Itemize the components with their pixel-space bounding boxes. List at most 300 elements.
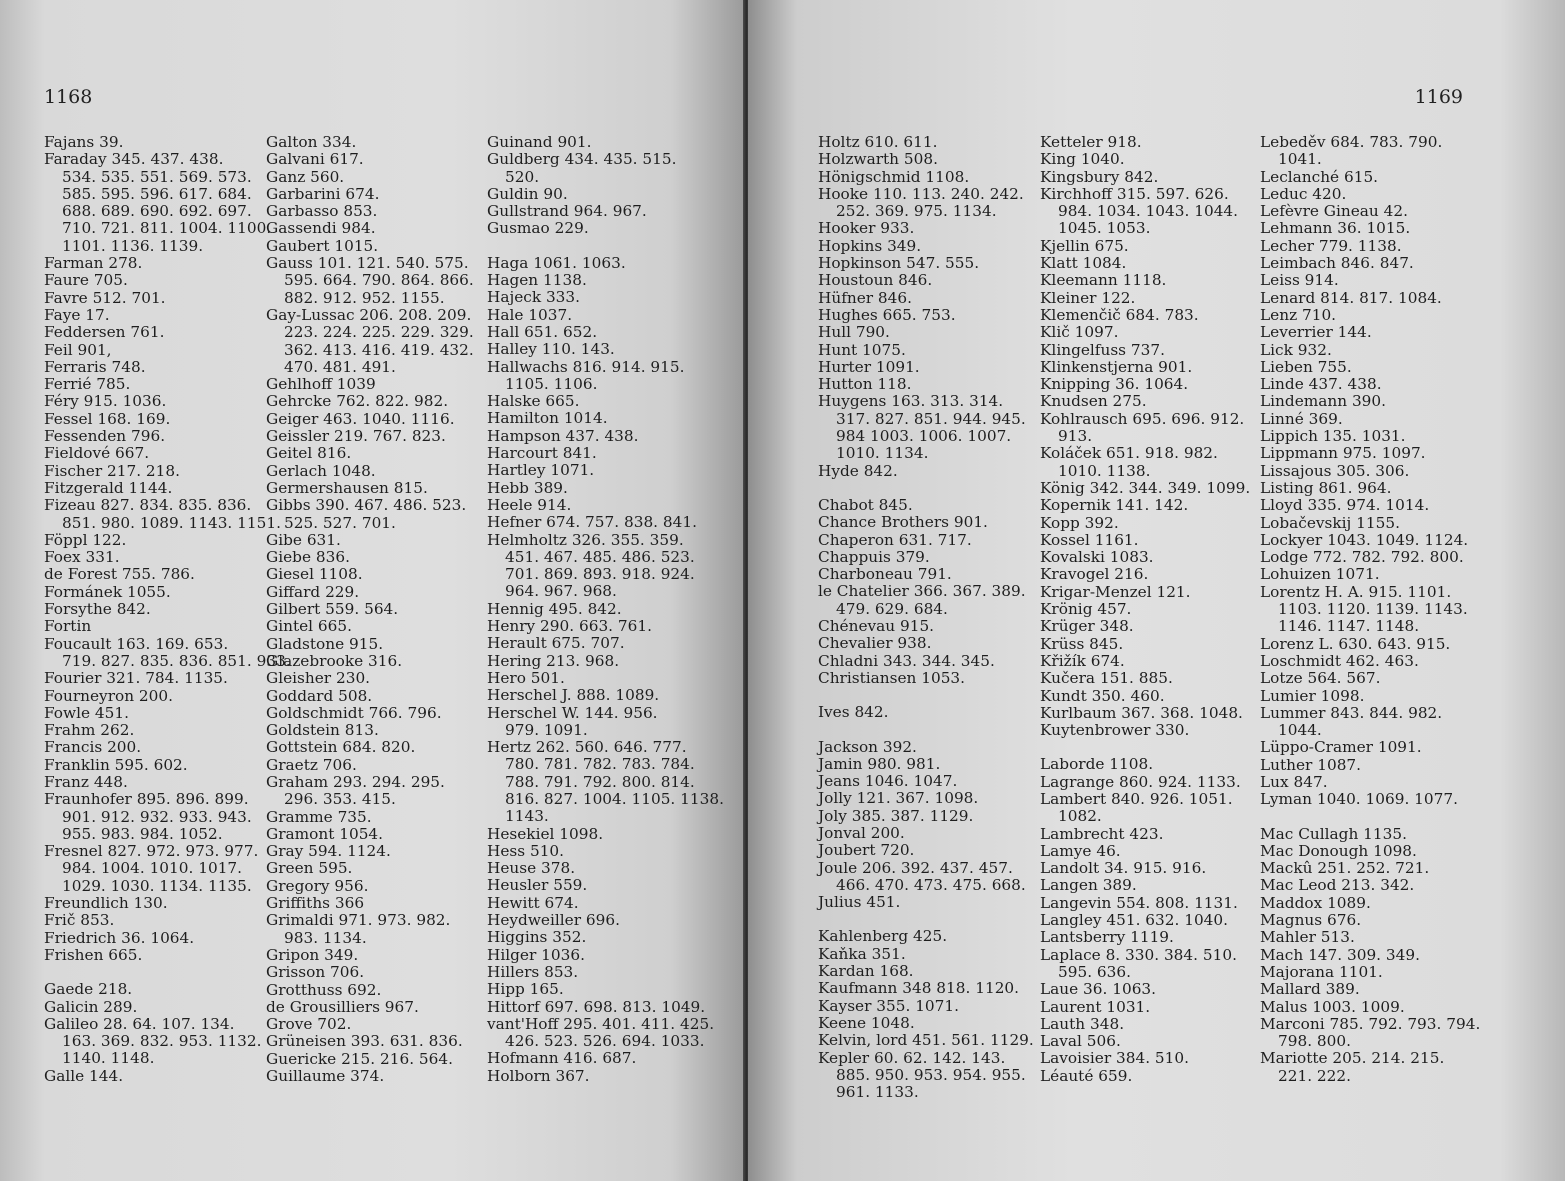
index-entry-continuation: 1010. 1138.	[1058, 461, 1151, 480]
index-entry: Huygens 163. 313. 314.	[818, 392, 1004, 411]
index-entry: Ives 842.	[818, 703, 889, 722]
index-entry: Kleemann 1118.	[1040, 271, 1167, 290]
index-entry: Lieben 755.	[1260, 357, 1352, 376]
index-entry: Krüss 845.	[1040, 634, 1124, 653]
index-entry: Hull 790.	[818, 323, 890, 342]
index-entry: Mackû 251. 252. 721.	[1260, 859, 1430, 878]
index-entry: de Grousilliers 967.	[266, 997, 419, 1016]
index-entry: Linné 369.	[1260, 409, 1343, 428]
index-entry: Chaperon 631. 717.	[818, 530, 972, 549]
index-entry-continuation: 964. 967. 968.	[505, 582, 617, 601]
index-entry: Friedrich 36. 1064.	[44, 928, 195, 947]
index-entry: Hittorf 697. 698. 813. 1049.	[487, 997, 706, 1016]
index-entry: Gladstone 915.	[266, 634, 384, 653]
right-page-number: 1169	[1414, 86, 1463, 108]
index-entry: Leiss 914.	[1260, 271, 1339, 290]
index-entry: Gullstrand 964. 967.	[487, 202, 647, 221]
index-entry: Kuytenbrower 330.	[1040, 721, 1190, 740]
index-entry-continuation: 296. 353. 415.	[284, 790, 396, 809]
index-entry: Germershausen 815.	[266, 478, 428, 497]
index-entry: Maddox 1089.	[1260, 893, 1371, 912]
index-entry-continuation: 1140. 1148.	[62, 1049, 155, 1068]
index-entry: Helmholtz 326. 355. 359.	[487, 530, 684, 549]
index-entry: Kossel 1161.	[1040, 530, 1139, 549]
index-entry: Ferrié 785.	[44, 375, 131, 394]
index-entry: Feil 901,	[44, 340, 112, 359]
index-entry: Hyde 842.	[818, 461, 898, 480]
index-entry: Holborn 367.	[487, 1066, 590, 1085]
index-entry-continuation: 979. 1091.	[505, 720, 588, 739]
index-entry: Gripon 349.	[266, 945, 359, 964]
index-entry: Lenz 710.	[1260, 305, 1337, 324]
index-entry: Joule 206. 392. 437. 457.	[818, 858, 1013, 877]
index-entry: Kopp 392.	[1040, 513, 1119, 532]
left-page-number: 1168	[44, 86, 93, 108]
index-entry: Marconi 785. 792. 793. 794.	[1260, 1014, 1481, 1033]
index-entry: Klič 1097.	[1040, 323, 1119, 342]
index-entry: Lodge 772. 782. 792. 800.	[1260, 548, 1464, 567]
index-entry: Kingsbury 842.	[1040, 167, 1159, 186]
index-entry: Hartley 1071.	[487, 461, 595, 480]
index-entry: Linde 437. 438.	[1260, 375, 1382, 394]
index-entry: Joly 385. 387. 1129.	[818, 806, 974, 825]
index-entry: Hampson 437. 438.	[487, 426, 639, 445]
index-entry: Lloyd 335. 974. 1014.	[1260, 496, 1430, 515]
index-entry: Gottstein 684. 820.	[266, 738, 416, 757]
index-entry: le Chatelier 366. 367. 389.	[818, 582, 1026, 601]
index-entry: Gramont 1054.	[266, 824, 384, 843]
index-entry: Hüfner 846.	[818, 288, 912, 307]
index-entry: Chappuis 379.	[818, 547, 930, 566]
index-entry: Laborde 1108.	[1040, 755, 1154, 774]
index-entry-continuation: 1045. 1053.	[1058, 219, 1151, 238]
index-entry-continuation: 816. 827. 1004. 1105. 1138.	[505, 789, 724, 808]
index-entry: Kahlenberg 425.	[818, 927, 948, 946]
index-entry: Lyman 1040. 1069. 1077.	[1260, 790, 1458, 809]
index-entry: Mahler 513.	[1260, 928, 1355, 947]
index-entry-continuation: 595. 636.	[1058, 962, 1131, 981]
index-entry: Chénevau 915.	[818, 617, 935, 636]
index-entry: Lotze 564. 567.	[1260, 669, 1381, 688]
index-entry: Křižík 674.	[1040, 651, 1125, 670]
index-entry: Heydweiller 696.	[487, 911, 620, 930]
index-entry-continuation: 851. 980. 1089. 1143. 1151.	[62, 513, 281, 532]
index-entry-continuation: 585. 595. 596. 617. 684.	[62, 184, 252, 203]
index-entry: Goldschmidt 766. 796.	[266, 703, 442, 722]
index-entry: Lambrecht 423.	[1040, 824, 1164, 843]
index-entry: Kirchhoff 315. 597. 626.	[1040, 184, 1229, 203]
index-entry: Krigar-Menzel 121.	[1040, 582, 1191, 601]
index-entry: Herault 675. 707.	[487, 634, 625, 653]
index-entry: Gay-Lussac 206. 208. 209.	[266, 305, 472, 324]
index-entry-continuation: 1146. 1147. 1148.	[1278, 617, 1420, 636]
index-entry-continuation: 1044.	[1278, 721, 1322, 740]
index-entry: Hero 501.	[487, 668, 565, 687]
index-entry: Lohuizen 1071.	[1260, 565, 1380, 584]
index-entry: Listing 861. 964.	[1260, 478, 1392, 497]
index-entry: Leclanché 615.	[1260, 167, 1379, 186]
index-entry: Charboneau 791.	[818, 565, 952, 584]
index-entry: Hilger 1036.	[487, 945, 585, 964]
index-entry: Leimbach 846. 847.	[1260, 254, 1414, 273]
index-entry: Heuse 378.	[487, 859, 576, 878]
index-entry: Lüppo-Cramer 1091.	[1260, 738, 1422, 757]
index-entry: Holzwarth 508.	[818, 150, 938, 169]
index-entry: Jeans 1046. 1047.	[818, 772, 958, 791]
section-gap	[44, 964, 291, 981]
index-entry: Hofmann 416. 687.	[487, 1049, 637, 1068]
index-entry-continuation: 1105. 1106.	[505, 374, 598, 393]
index-entry: Guldin 90.	[487, 184, 568, 203]
index-entry-continuation: 983. 1134.	[284, 928, 367, 947]
index-entry: Kučera 151. 885.	[1040, 669, 1173, 688]
index-entry: Jolly 121. 367. 1098.	[818, 789, 979, 808]
index-entry: Malus 1003. 1009.	[1260, 997, 1405, 1016]
index-entry-continuation: 1082.	[1058, 807, 1102, 826]
index-entry: Jackson 392.	[818, 737, 917, 756]
index-entry: Langley 451. 632. 1040.	[1040, 911, 1229, 930]
index-entry: Feddersen 761.	[44, 323, 165, 342]
index-entry-continuation: 1103. 1120. 1139. 1143.	[1278, 600, 1468, 619]
index-entry: Mac Cullagh 1135.	[1260, 824, 1407, 843]
index-column	[44, 134, 291, 1085]
index-entry: Lumier 1098.	[1260, 686, 1365, 705]
index-entry: Klatt 1084.	[1040, 254, 1127, 273]
index-entry: Giffard 229.	[266, 582, 360, 601]
index-entry: Léauté 659.	[1040, 1066, 1133, 1085]
index-entry: Landolt 34. 915. 916.	[1040, 859, 1207, 878]
index-entry-continuation: 780. 781. 782. 783. 784.	[505, 755, 695, 774]
index-entry: Frič 853.	[44, 911, 115, 930]
index-entry: Hall 651. 652.	[487, 322, 598, 341]
index-entry: Kardan 168.	[818, 962, 914, 981]
index-entry: Laval 506.	[1040, 1032, 1121, 1051]
index-entry: Herschel W. 144. 956.	[487, 703, 658, 722]
index-entry: Fessenden 796.	[44, 427, 166, 446]
index-entry: Guericke 215. 216. 564.	[266, 1049, 453, 1068]
index-entry: Haga 1061. 1063.	[487, 253, 626, 272]
index-entry-continuation: 885. 950. 953. 954. 955.	[836, 1065, 1026, 1084]
index-column	[487, 134, 724, 1085]
index-entry: Hess 510.	[487, 841, 565, 860]
section-gap	[818, 687, 1034, 704]
index-entry: Gleisher 230.	[266, 669, 371, 688]
index-entry: King 1040.	[1040, 150, 1125, 169]
index-entry-continuation: 426. 523. 526. 694. 1033.	[505, 1032, 705, 1051]
section-gap	[487, 238, 724, 255]
index-entry: Galileo 28. 64. 107. 134.	[44, 1014, 235, 1033]
index-entry-continuation: 788. 791. 792. 800. 814.	[505, 772, 695, 791]
index-entry: Galvani 617.	[266, 150, 364, 169]
index-entry: Glazebrooke 316.	[266, 651, 403, 670]
index-entry: Hamilton 1014.	[487, 409, 608, 428]
index-entry: Loschmidt 462. 463.	[1260, 651, 1419, 670]
index-entry: Fitzgerald 1144.	[44, 478, 173, 497]
index-entry: Faraday 345. 437. 438.	[44, 150, 224, 169]
index-entry: Kopernik 141. 142.	[1040, 496, 1189, 515]
index-entry: Gilbert 559. 564.	[266, 600, 399, 619]
index-entry-continuation: 252. 369. 975. 1134.	[836, 202, 997, 221]
index-entry: Hajeck 333.	[487, 288, 581, 307]
index-entry: Kleiner 122.	[1040, 288, 1136, 307]
index-entry: Fresnel 827. 972. 973. 977.	[44, 842, 259, 861]
right-page	[748, 0, 1565, 1181]
index-entry: Leduc 420.	[1260, 184, 1347, 203]
index-entry: Heusler 559.	[487, 876, 588, 895]
index-entry: Kelvin, lord 451. 561. 1129.	[818, 1031, 1034, 1050]
index-entry: Garbasso 853.	[266, 202, 378, 221]
index-entry: Heele 914.	[487, 495, 572, 514]
index-entry: Gauss 101. 121. 540. 575.	[266, 254, 469, 273]
index-entry: Koláček 651. 918. 982.	[1040, 444, 1218, 463]
index-entry: Gray 594. 1124.	[266, 842, 391, 861]
index-entry: Krönig 457.	[1040, 600, 1132, 619]
index-entry-continuation: 882. 912. 952. 1155.	[284, 288, 445, 307]
index-entry: Houstoun 846.	[818, 271, 933, 290]
index-entry: Lobačevskij 1155.	[1260, 513, 1400, 532]
index-entry: Guillaume 374.	[266, 1067, 385, 1086]
index-entry: Mariotte 205. 214. 215.	[1260, 1049, 1445, 1068]
index-entry: Lauth 348.	[1040, 1014, 1125, 1033]
index-entry: Fessel 168. 169.	[44, 409, 171, 428]
index-entry: Hopkins 349.	[818, 236, 922, 255]
index-entry: Gerlach 1048.	[266, 461, 376, 480]
index-entry: Fischer 217. 218.	[44, 461, 180, 480]
index-entry: Magnus 676.	[1260, 911, 1362, 930]
index-entry: Kovalski 1083.	[1040, 548, 1154, 567]
index-entry-continuation: 221. 222.	[1278, 1066, 1351, 1085]
index-entry: Luther 1087.	[1260, 755, 1362, 774]
index-entry: Fizeau 827. 834. 835. 836.	[44, 496, 252, 515]
index-entry: Mac Donough 1098.	[1260, 841, 1417, 860]
index-entry-continuation: 163. 369. 832. 953. 1132.	[62, 1032, 262, 1051]
index-entry: Leverrier 144.	[1260, 323, 1372, 342]
index-entry: Hopkinson 547. 555.	[818, 254, 980, 273]
index-entry: Hipp 165.	[487, 980, 564, 999]
index-entry: Faure 705.	[44, 271, 128, 290]
index-entry: Kaufmann 348 818. 1120.	[818, 979, 1020, 998]
index-entry: Gaubert 1015.	[266, 236, 379, 255]
index-entry: Gusmao 229.	[487, 219, 589, 238]
index-entry: Halske 665.	[487, 392, 580, 411]
index-entry-continuation: 520.	[505, 167, 540, 186]
index-entry: Fourneyron 200.	[44, 686, 173, 705]
index-entry: Frahm 262.	[44, 721, 135, 740]
index-entry: Gehlhoff 1039	[266, 375, 376, 394]
index-entry: Lecher 779. 1138.	[1260, 236, 1402, 255]
index-entry: Giesel 1108.	[266, 565, 363, 584]
index-entry: Foex 331.	[44, 548, 120, 567]
index-entry: Laplace 8. 330. 384. 510.	[1040, 945, 1237, 964]
index-entry: Chance Brothers 901.	[818, 513, 988, 532]
index-entry: Faye 17.	[44, 305, 110, 324]
index-entry-continuation: 798. 800.	[1278, 1032, 1351, 1051]
index-entry: Henry 290. 663. 761.	[487, 617, 652, 636]
index-entry-continuation: 984 1003. 1006. 1007.	[836, 427, 1012, 446]
index-entry: Gibe 631.	[266, 530, 341, 549]
index-entry: Jonval 200.	[818, 823, 905, 842]
index-column	[1260, 134, 1480, 1085]
index-entry: Farman 278.	[44, 254, 143, 273]
index-entry: Langevin 554. 808. 1131.	[1040, 893, 1238, 912]
index-column	[1040, 134, 1250, 1085]
index-entry-continuation: 595. 664. 790. 864. 866.	[284, 271, 474, 290]
index-entry: Fourier 321. 784. 1135.	[44, 669, 228, 688]
index-entry: Favre 512. 701.	[44, 288, 166, 307]
index-entry-continuation: 1143.	[505, 807, 549, 826]
index-entry: Graham 293. 294. 295.	[266, 772, 445, 791]
index-entry: Féry 915. 1036.	[44, 392, 167, 411]
index-entry: Geissler 219. 767. 823.	[266, 427, 446, 446]
index-entry: Hönigschmid 1108.	[818, 167, 970, 186]
index-entry: Fowle 451.	[44, 703, 129, 722]
index-entry-continuation: 913.	[1058, 427, 1093, 446]
index-entry: Grimaldi 971. 973. 982.	[266, 911, 451, 930]
index-entry: Keene 1048.	[818, 1013, 915, 1032]
index-entry: Klemenčič 684. 783.	[1040, 305, 1199, 324]
index-entry: Kaňka 351.	[818, 944, 906, 963]
index-entry: Gassendi 984.	[266, 219, 376, 238]
index-entry: Fieldové 667.	[44, 444, 150, 463]
index-entry: Fraunhofer 895. 896. 899.	[44, 790, 249, 809]
index-entry-continuation: 984. 1034. 1043. 1044.	[1058, 202, 1239, 221]
index-entry: vant'Hoff 295. 401. 411. 425.	[487, 1014, 715, 1033]
index-entry-continuation: 479. 629. 684.	[836, 599, 948, 618]
index-entry: Hunt 1075.	[818, 340, 906, 359]
index-entry: Gramme 735.	[266, 807, 372, 826]
index-entry-continuation: 223. 224. 225. 229. 329.	[284, 323, 474, 342]
index-entry: Lambert 840. 926. 1051.	[1040, 789, 1233, 808]
index-entry: Herschel J. 888. 1089.	[487, 686, 660, 705]
index-entry: Lippich 135. 1031.	[1260, 427, 1406, 446]
index-entry: Forsythe 842.	[44, 600, 151, 619]
index-entry: Frishen 665.	[44, 945, 143, 964]
index-entry: Halley 110. 143.	[487, 340, 615, 359]
index-entry: Galton 334.	[266, 133, 357, 151]
index-entry: Galle 144.	[44, 1066, 124, 1085]
index-entry: Kundt 350. 460.	[1040, 686, 1165, 705]
index-entry: Mallard 389.	[1260, 980, 1360, 999]
index-entry: Hewitt 674.	[487, 893, 579, 912]
index-entry: Gaede 218.	[44, 980, 133, 999]
index-entry: Lissajous 305. 306.	[1260, 461, 1410, 480]
index-entry: Hebb 389.	[487, 478, 568, 497]
index-entry: Grove 702.	[266, 1015, 352, 1034]
index-entry-continuation: 901. 912. 932. 933. 943.	[62, 807, 252, 826]
index-entry: Jamin 980. 981.	[818, 754, 941, 773]
index-entry: Langen 389.	[1040, 876, 1137, 895]
index-entry: Gibbs 390. 467. 486. 523.	[266, 496, 467, 515]
index-column	[266, 134, 474, 1085]
index-entry: Ketteler 918.	[1040, 133, 1142, 151]
index-entry: Hooker 933.	[818, 219, 915, 238]
section-gap	[1260, 809, 1480, 826]
index-entry-continuation: 534. 535. 551. 569. 573.	[62, 167, 252, 186]
index-entry: Hooke 110. 113. 240. 242.	[818, 184, 1024, 203]
index-entry: Grüneisen 393. 631. 836.	[266, 1032, 463, 1051]
index-entry-continuation: 466. 470. 473. 475. 668.	[836, 875, 1026, 894]
index-entry: Harcourt 841.	[487, 444, 597, 463]
section-gap	[818, 911, 1034, 928]
index-entry: Hertz 262. 560. 646. 777.	[487, 738, 687, 757]
index-entry: Kepler 60. 62. 142. 143.	[818, 1048, 1006, 1067]
left-page	[0, 0, 745, 1181]
index-entry: Garbarini 674.	[266, 184, 380, 203]
index-entry: Gehrcke 762. 822. 982.	[266, 392, 449, 411]
index-entry: Chabot 845.	[818, 495, 913, 514]
index-entry: Lick 932.	[1260, 340, 1332, 359]
index-entry: Mac Leod 213. 342.	[1260, 876, 1415, 895]
index-entry: Ferraris 748.	[44, 357, 146, 376]
index-entry: Lockyer 1043. 1049. 1124.	[1260, 530, 1469, 549]
index-entry: Lehmann 36. 1015.	[1260, 219, 1411, 238]
index-entry: Grotthuss 692.	[266, 980, 382, 999]
index-entry: Kohlrausch 695. 696. 912.	[1040, 409, 1245, 428]
index-entry: Kravogel 216.	[1040, 565, 1149, 584]
index-entry: Higgins 352.	[487, 928, 587, 947]
index-entry: Laue 36. 1063.	[1040, 980, 1157, 999]
section-gap	[818, 480, 1034, 497]
index-entry: Holtz 610. 611.	[818, 133, 938, 151]
index-entry: Griffiths 366	[266, 894, 365, 913]
index-entry: Lavoisier 384. 510.	[1040, 1049, 1189, 1068]
index-entry: Lantsberry 1119.	[1040, 928, 1174, 947]
index-entry: Christiansen 1053.	[818, 668, 966, 687]
index-entry: Freundlich 130.	[44, 894, 168, 913]
index-entry: Hughes 665. 753.	[818, 305, 956, 324]
index-entry-continuation: 1010. 1134.	[836, 444, 929, 463]
index-entry: Hallwachs 816. 914. 915.	[487, 357, 685, 376]
index-entry-continuation: 710. 721. 811. 1004. 1100.	[62, 219, 272, 238]
index-entry: Gregory 956.	[266, 876, 369, 895]
index-entry: Goddard 508.	[266, 686, 373, 705]
index-entry: Grisson 706.	[266, 963, 365, 982]
index-entry: Lippmann 975. 1097.	[1260, 444, 1426, 463]
index-entry-continuation: 1029. 1030. 1134. 1135.	[62, 876, 252, 895]
index-entry-continuation: 984. 1004. 1010. 1017.	[62, 859, 243, 878]
index-entry-continuation: 525. 527. 701.	[284, 513, 396, 532]
index-entry: Hering 213. 968.	[487, 651, 620, 670]
index-entry: Lindemann 390.	[1260, 392, 1386, 411]
index-entry: Chladni 343. 344. 345.	[818, 651, 995, 670]
index-entry-continuation: 362. 413. 416. 419. 432.	[284, 340, 474, 359]
index-entry: Chevalier 938.	[818, 634, 932, 653]
index-entry: Lenard 814. 817. 1084.	[1260, 288, 1442, 307]
index-entry: Guinand 901.	[487, 133, 592, 151]
index-entry: Hurter 1091.	[818, 357, 920, 376]
index-entry: Kurlbaum 367. 368. 1048.	[1040, 703, 1243, 722]
index-entry: Hennig 495. 842.	[487, 599, 622, 618]
index-entry: Lebeděv 684. 783. 790.	[1260, 133, 1443, 151]
index-entry: de Forest 755. 786.	[44, 565, 195, 584]
index-entry: Formánek 1055.	[44, 582, 171, 601]
index-entry: Hillers 853.	[487, 962, 579, 981]
index-entry: Laurent 1031.	[1040, 997, 1151, 1016]
index-entry: Guldberg 434. 435. 515.	[487, 150, 677, 169]
index-entry: Lummer 843. 844. 982.	[1260, 703, 1443, 722]
index-entry: Knipping 36. 1064.	[1040, 375, 1189, 394]
index-entry: Lorentz H. A. 915. 1101.	[1260, 582, 1452, 601]
index-entry: Joubert 720.	[818, 841, 915, 860]
index-entry: Giebe 836.	[266, 548, 350, 567]
index-entry: Kayser 355. 1071.	[818, 996, 959, 1015]
index-entry: Lefèvre Gineau 42.	[1260, 202, 1408, 221]
index-column	[818, 134, 1034, 1101]
index-entry: Hutton 118.	[818, 375, 912, 394]
index-entry-continuation: 701. 869. 893. 918. 924.	[505, 565, 695, 584]
index-entry: Lamye 46.	[1040, 841, 1121, 860]
index-entry-continuation: 1041.	[1278, 150, 1322, 169]
